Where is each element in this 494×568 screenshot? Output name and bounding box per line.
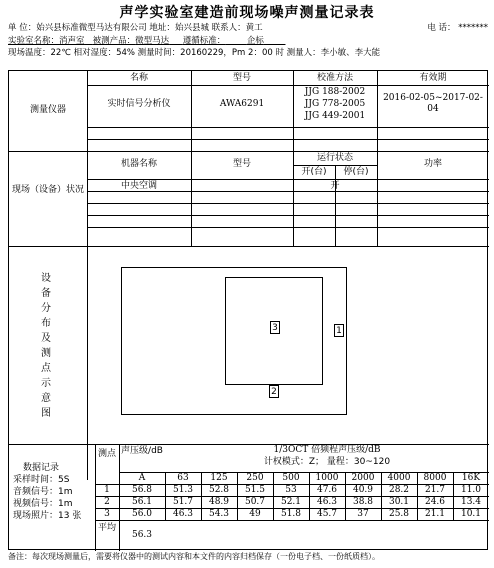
band-value: 13.4	[460, 497, 482, 507]
avg-a-value: 56.3	[131, 530, 153, 540]
instruments-col-model: 型号	[232, 73, 251, 83]
site-col-power: 功率	[423, 159, 442, 169]
band-header: 500	[282, 473, 300, 483]
site-col-on: 开(台)	[301, 167, 327, 177]
col-point: 测点	[97, 449, 116, 459]
phone-value: *******	[458, 23, 488, 33]
phone-label: 电 话：	[427, 23, 456, 33]
site-col-model: 型号	[232, 159, 251, 169]
instrument-model: AWA6291	[219, 99, 265, 109]
instrument-method-1: JJG 188-2002	[304, 87, 366, 97]
instruments-col-method: 校准方法	[316, 73, 353, 83]
site-machine: 中央空调	[120, 181, 157, 191]
data-record-title: 数据记录	[23, 463, 60, 473]
col-spl: 声压级/dB	[121, 446, 163, 456]
band-value: 21.1	[424, 509, 446, 519]
band-value: 51.5	[244, 485, 266, 495]
band-value: 48.9	[208, 497, 230, 507]
band-value: 46.3	[172, 509, 194, 519]
band-value: 49	[249, 509, 261, 519]
room-value: 消声室	[59, 36, 85, 46]
band-value: 28.2	[388, 485, 410, 495]
standard-label: 遵循标准：	[182, 36, 226, 46]
unit-value: 始兴县标准微型马达有限公司	[36, 23, 147, 33]
instruments-row-label: 测量仪器	[29, 105, 66, 115]
unit-label: 单 位：	[8, 23, 37, 33]
avg-label: 平均	[97, 523, 116, 533]
address-value: 始兴县城	[174, 23, 209, 33]
room-label: 实验室名称：	[8, 36, 60, 46]
site-photos: 现场照片：13 张	[13, 511, 82, 521]
page-title: 声学实验室建造前现场噪声测量记录表	[119, 5, 375, 21]
band-value: 51.7	[172, 497, 194, 507]
sample-time: 采样时间：5S	[13, 475, 70, 485]
row-point: 3	[104, 509, 110, 519]
row-a-value: 56.1	[131, 497, 153, 507]
layout-row-label: 设备分布及测点示意图	[41, 273, 51, 419]
band-title: 1/3OCT 倍频程声压级/dB	[273, 445, 381, 455]
header-line-2	[8, 34, 285, 46]
band-value: 52.8	[208, 485, 230, 495]
measure-point-2: 2	[269, 385, 279, 398]
instrument-method-3: JJG 449-2001	[304, 111, 366, 121]
col-weight-a: A	[138, 473, 146, 483]
band-header: 1000	[315, 473, 339, 483]
instruments-col-name: 名称	[129, 73, 148, 83]
data-record-info	[9, 462, 99, 522]
row-a-value: 56.8	[131, 485, 153, 495]
band-value: 52.1	[280, 497, 302, 507]
weighting-mode: 计权模式：Z； 量程：30~120	[263, 457, 391, 467]
contact-label: 联系人：	[211, 23, 246, 33]
row-a-value: 56.0	[131, 509, 153, 519]
band-header: 125	[210, 473, 228, 483]
band-value: 11.0	[460, 485, 482, 495]
contact-value: 黄工	[245, 23, 263, 33]
header-env-line: 现场温度：22℃ 相对湿度：54% 测量时间：20160229，Pm 2：00 时 测量人：李小敏、李大能	[8, 48, 381, 58]
band-value: 46.3	[316, 497, 338, 507]
band-value: 47.6	[316, 485, 338, 495]
band-value: 40.9	[352, 485, 374, 495]
video-signal: 视频信号：1m	[13, 499, 73, 509]
measure-point-1: 1	[334, 324, 344, 337]
band-value: 38.8	[352, 497, 374, 507]
band-value: 53	[285, 485, 297, 495]
band-header: 4000	[387, 473, 411, 483]
instrument-valid: 2016-02-05~2017-02-04	[383, 93, 483, 114]
band-value: 25.8	[388, 509, 410, 519]
site-row-label: 现场（设备）状况	[11, 185, 84, 195]
band-header: 2000	[351, 473, 375, 483]
product-value: 微型马达	[135, 36, 170, 46]
record-table	[8, 70, 488, 550]
address-label: 地址：	[149, 23, 175, 33]
phone-field	[427, 21, 488, 33]
band-value: 51.8	[280, 509, 302, 519]
site-status: 开	[330, 181, 340, 191]
footer-note: 备注：每次现场测量后，需要将仪器中的测试内容和本文件的内容归档保存（一份电子档、一份纸质档）。	[8, 552, 380, 561]
instrument-name: 实时信号分析仪	[107, 99, 171, 109]
row-point: 1	[104, 485, 110, 495]
band-header: 16K	[461, 473, 481, 483]
product-label: 被测产品：	[92, 36, 136, 46]
band-value: 54.3	[208, 509, 230, 519]
site-col-name: 机器名称	[120, 159, 157, 169]
standard-value: 企标	[246, 36, 264, 46]
band-value: 45.7	[316, 509, 338, 519]
instrument-method-2: JJG 778-2005	[304, 99, 366, 109]
band-value: 51.3	[172, 485, 194, 495]
row-point: 2	[104, 497, 110, 507]
measure-point-3: 3	[270, 321, 280, 334]
site-col-status: 运行状态	[316, 153, 353, 163]
instruments-col-valid: 有效期	[419, 73, 447, 83]
band-value: 50.7	[244, 497, 266, 507]
site-col-off: 停(台)	[343, 167, 369, 177]
band-value: 10.1	[460, 509, 482, 519]
band-value: 37	[357, 509, 369, 519]
band-value: 30.1	[388, 497, 410, 507]
band-value: 21.7	[424, 485, 446, 495]
band-header: 8000	[423, 473, 447, 483]
header-line-1	[8, 21, 488, 33]
band-header: 63	[177, 473, 189, 483]
audio-signal: 音频信号：1m	[13, 487, 73, 497]
band-value: 24.6	[424, 497, 446, 507]
band-header: 250	[246, 473, 264, 483]
